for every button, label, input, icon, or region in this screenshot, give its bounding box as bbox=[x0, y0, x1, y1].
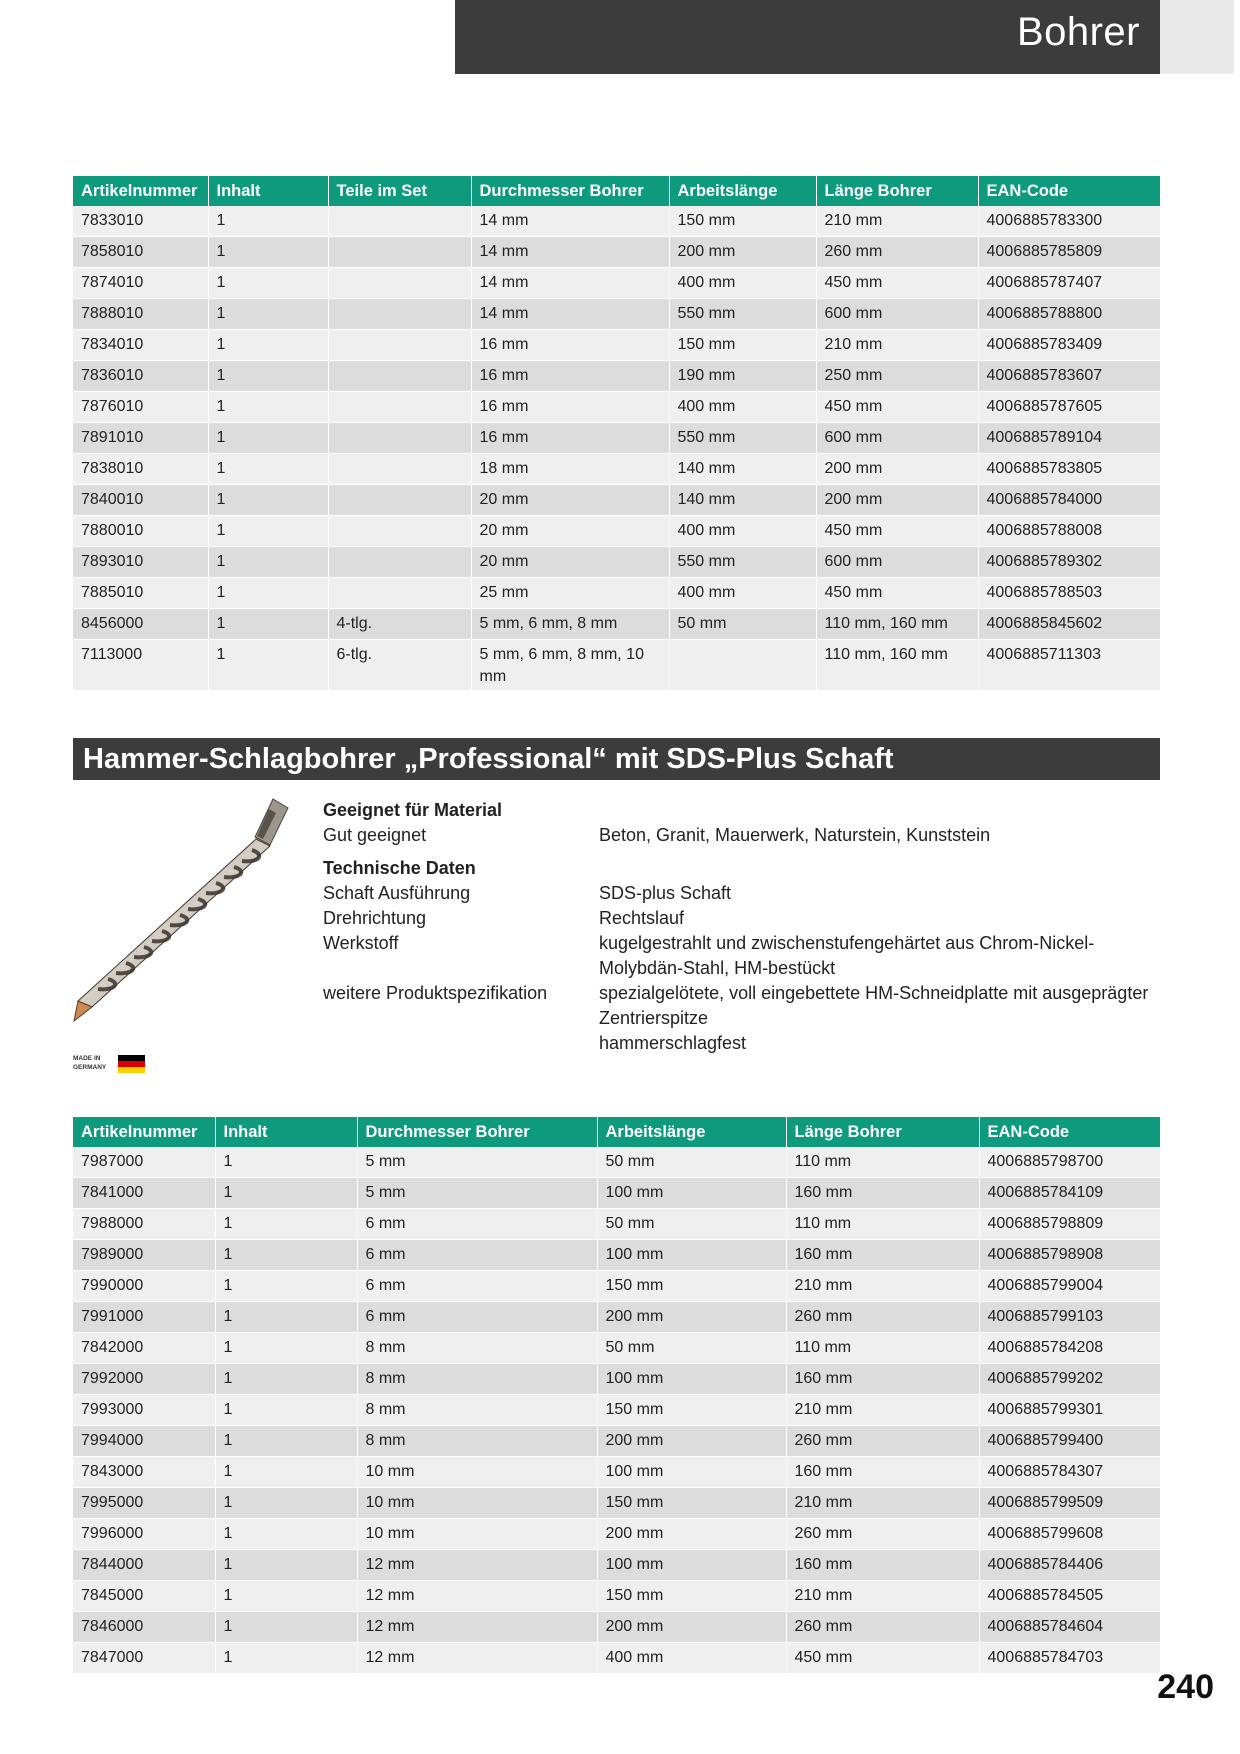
table-cell: 7994000 bbox=[73, 1426, 215, 1457]
table-row bbox=[73, 1178, 1160, 1209]
table-cell: 150 mm bbox=[597, 1395, 786, 1426]
table-cell: 4006885784505 bbox=[979, 1581, 1160, 1612]
table-cell: 450 mm bbox=[816, 268, 978, 299]
table-cell: 4006885788008 bbox=[978, 516, 1160, 547]
table-cell: 150 mm bbox=[669, 206, 816, 237]
table-cell: 1 bbox=[215, 1271, 357, 1302]
table-cell: 14 mm bbox=[471, 206, 669, 237]
table-cell: 260 mm bbox=[786, 1426, 979, 1457]
table-cell: 20 mm bbox=[471, 547, 669, 578]
column-header: Durchmesser Bohrer bbox=[357, 1117, 597, 1147]
tech-heading: Technische Daten bbox=[323, 858, 476, 878]
table-cell: 7845000 bbox=[73, 1581, 215, 1612]
table-cell bbox=[328, 454, 471, 485]
column-header: Teile im Set bbox=[328, 176, 471, 206]
spec-row bbox=[323, 906, 1163, 931]
table-row bbox=[73, 268, 1160, 299]
table-cell: 1 bbox=[208, 206, 328, 237]
table-row bbox=[73, 1147, 1160, 1178]
table-cell: 7836010 bbox=[73, 361, 208, 392]
spec-value-line: spezialgelötete, voll eingebettete HM-Schneidplatte mit ausgeprägter Zentrierspitze bbox=[599, 983, 1149, 1028]
spec-value bbox=[599, 981, 1163, 1056]
table-cell: 20 mm bbox=[471, 485, 669, 516]
table-cell: 7891010 bbox=[73, 423, 208, 454]
table-row bbox=[73, 1395, 1160, 1426]
table-cell: 4006885787407 bbox=[978, 268, 1160, 299]
table-cell: 1 bbox=[215, 1457, 357, 1488]
table-cell: 450 mm bbox=[816, 578, 978, 609]
table-cell: 4006885788800 bbox=[978, 299, 1160, 330]
table-cell: 1 bbox=[208, 578, 328, 609]
table-cell: 5 mm, 6 mm, 8 mm, 10 mm bbox=[471, 640, 669, 691]
table-cell: 100 mm bbox=[597, 1178, 786, 1209]
table-cell: 210 mm bbox=[786, 1395, 979, 1426]
table-row bbox=[73, 1612, 1160, 1643]
table-cell: 4006885788503 bbox=[978, 578, 1160, 609]
table-cell: 4006885784604 bbox=[979, 1612, 1160, 1643]
table-cell: 1 bbox=[208, 485, 328, 516]
table-cell: 5 mm bbox=[357, 1178, 597, 1209]
table-cell: 7880010 bbox=[73, 516, 208, 547]
table-cell bbox=[328, 547, 471, 578]
table-cell: 7885010 bbox=[73, 578, 208, 609]
table-cell: 8 mm bbox=[357, 1426, 597, 1457]
table-cell: 12 mm bbox=[357, 1643, 597, 1674]
table-cell: 4006885845602 bbox=[978, 609, 1160, 640]
table-cell: 160 mm bbox=[786, 1457, 979, 1488]
table-cell: 200 mm bbox=[816, 454, 978, 485]
table-cell: 140 mm bbox=[669, 485, 816, 516]
german-flag-icon bbox=[118, 1055, 145, 1073]
table-cell: 12 mm bbox=[357, 1612, 597, 1643]
table-cell: 16 mm bbox=[471, 361, 669, 392]
table-cell: 4006885783300 bbox=[978, 206, 1160, 237]
page-number: 240 bbox=[1157, 1668, 1214, 1706]
drill-bit-image bbox=[70, 795, 300, 1025]
table-cell: 1 bbox=[208, 516, 328, 547]
table-cell: 140 mm bbox=[669, 454, 816, 485]
table-cell: 1 bbox=[215, 1395, 357, 1426]
table-cell: 7834010 bbox=[73, 330, 208, 361]
table-row bbox=[73, 1271, 1160, 1302]
table-row bbox=[73, 609, 1160, 640]
table-cell: 8 mm bbox=[357, 1333, 597, 1364]
table-cell: 7842000 bbox=[73, 1333, 215, 1364]
table-cell: 4006885799509 bbox=[979, 1488, 1160, 1519]
table-row bbox=[73, 1240, 1160, 1271]
table-cell: 50 mm bbox=[669, 609, 816, 640]
table-cell: 200 mm bbox=[816, 485, 978, 516]
table-cell: 25 mm bbox=[471, 578, 669, 609]
table-row bbox=[73, 640, 1160, 691]
table-cell: 1 bbox=[208, 454, 328, 485]
table-cell: 110 mm bbox=[786, 1147, 979, 1178]
spec-value: kugelgestrahlt und zwischenstufengehärtet aus Chrom-Nickel-Molybdän-Stahl, HM-bestückt bbox=[599, 933, 1095, 978]
table-row bbox=[73, 516, 1160, 547]
table-row bbox=[73, 485, 1160, 516]
table-row bbox=[73, 1302, 1160, 1333]
table-cell: 200 mm bbox=[669, 237, 816, 268]
table-cell: 7833010 bbox=[73, 206, 208, 237]
table-cell: 210 mm bbox=[786, 1488, 979, 1519]
table-cell: 7991000 bbox=[73, 1302, 215, 1333]
column-header: Länge Bohrer bbox=[816, 176, 978, 206]
column-header: Inhalt bbox=[208, 176, 328, 206]
table-cell: 550 mm bbox=[669, 299, 816, 330]
table-row bbox=[73, 392, 1160, 423]
table-cell bbox=[328, 268, 471, 299]
table-row bbox=[73, 1364, 1160, 1395]
table-cell: 4006885711303 bbox=[978, 640, 1160, 691]
table-cell: 4006885783805 bbox=[978, 454, 1160, 485]
table-cell: 150 mm bbox=[597, 1488, 786, 1519]
table-cell: 7993000 bbox=[73, 1395, 215, 1426]
table-cell: 260 mm bbox=[816, 237, 978, 268]
table-row bbox=[73, 1333, 1160, 1364]
table-cell: 4006885799301 bbox=[979, 1395, 1160, 1426]
table-cell: 7990000 bbox=[73, 1271, 215, 1302]
table-header-row bbox=[73, 1117, 1160, 1147]
table-row bbox=[73, 1209, 1160, 1240]
table-cell: 7838010 bbox=[73, 454, 208, 485]
table-cell: 16 mm bbox=[471, 423, 669, 454]
table-row bbox=[73, 299, 1160, 330]
table-cell: 1 bbox=[208, 361, 328, 392]
table-cell: 200 mm bbox=[597, 1612, 786, 1643]
table-cell: 450 mm bbox=[816, 516, 978, 547]
table-row bbox=[73, 1457, 1160, 1488]
table-row bbox=[73, 423, 1160, 454]
table-row bbox=[73, 1426, 1160, 1457]
table-cell: 1 bbox=[215, 1302, 357, 1333]
table-cell: 20 mm bbox=[471, 516, 669, 547]
page-title: Bohrer bbox=[1016, 10, 1140, 54]
made-in-germany-badge bbox=[73, 1053, 147, 1075]
table-cell: 1 bbox=[208, 609, 328, 640]
table-cell: 10 mm bbox=[357, 1488, 597, 1519]
table-cell: 210 mm bbox=[816, 330, 978, 361]
spec-value: Beton, Granit, Mauerwerk, Naturstein, Kunststein bbox=[599, 825, 991, 845]
table-cell: 260 mm bbox=[786, 1302, 979, 1333]
table-header-row bbox=[73, 176, 1160, 206]
table-cell: 7846000 bbox=[73, 1612, 215, 1643]
table-cell bbox=[328, 578, 471, 609]
table-cell: 210 mm bbox=[816, 206, 978, 237]
table-row bbox=[73, 361, 1160, 392]
table-cell: 4006885785809 bbox=[978, 237, 1160, 268]
table-row bbox=[73, 1643, 1160, 1674]
table-cell: 400 mm bbox=[669, 392, 816, 423]
table-cell: 50 mm bbox=[597, 1209, 786, 1240]
table-cell: 100 mm bbox=[597, 1550, 786, 1581]
spec-row bbox=[323, 823, 1163, 848]
table-cell: 1 bbox=[215, 1550, 357, 1581]
spec-value: Rechtslauf bbox=[599, 908, 685, 928]
table-cell: 4006885798700 bbox=[979, 1147, 1160, 1178]
table-cell: 6 mm bbox=[357, 1302, 597, 1333]
table-cell: 400 mm bbox=[669, 578, 816, 609]
table-row bbox=[73, 1519, 1160, 1550]
column-header: Arbeitslänge bbox=[669, 176, 816, 206]
spec-label: weitere Produktspezifikation bbox=[323, 983, 548, 1003]
material-heading: Geeignet für Material bbox=[323, 800, 503, 820]
table-cell: 1 bbox=[208, 547, 328, 578]
table-cell: 7847000 bbox=[73, 1643, 215, 1674]
table-cell: 4006885799202 bbox=[979, 1364, 1160, 1395]
table-cell: 1 bbox=[215, 1426, 357, 1457]
table-cell: 150 mm bbox=[597, 1271, 786, 1302]
table-cell: 16 mm bbox=[471, 330, 669, 361]
header-bar bbox=[455, 0, 1160, 74]
table-cell: 12 mm bbox=[357, 1550, 597, 1581]
table-cell: 550 mm bbox=[669, 547, 816, 578]
table-cell bbox=[328, 392, 471, 423]
table-cell bbox=[328, 485, 471, 516]
table-cell: 1 bbox=[215, 1178, 357, 1209]
table-cell: 210 mm bbox=[786, 1581, 979, 1612]
table-cell: 100 mm bbox=[597, 1457, 786, 1488]
table-cell: 7840010 bbox=[73, 485, 208, 516]
table-cell: 1 bbox=[215, 1333, 357, 1364]
table-cell: 7844000 bbox=[73, 1550, 215, 1581]
spec-value: SDS-plus Schaft bbox=[599, 883, 732, 903]
table-cell: 600 mm bbox=[816, 423, 978, 454]
table-cell: 1 bbox=[208, 237, 328, 268]
spec-row bbox=[323, 931, 1163, 981]
table-cell bbox=[669, 640, 816, 691]
table-cell: 110 mm, 160 mm bbox=[816, 640, 978, 691]
table-cell: 250 mm bbox=[816, 361, 978, 392]
spec-row bbox=[323, 881, 1163, 906]
column-header: Arbeitslänge bbox=[597, 1117, 786, 1147]
column-header: EAN-Code bbox=[979, 1117, 1160, 1147]
table-cell: 4006885787605 bbox=[978, 392, 1160, 423]
table-cell: 600 mm bbox=[816, 547, 978, 578]
table-cell: 400 mm bbox=[597, 1643, 786, 1674]
table-cell: 4006885799608 bbox=[979, 1519, 1160, 1550]
table-cell: 1 bbox=[215, 1612, 357, 1643]
table-cell: 4006885789302 bbox=[978, 547, 1160, 578]
table-cell bbox=[328, 330, 471, 361]
table-cell: 1 bbox=[215, 1519, 357, 1550]
table-row bbox=[73, 330, 1160, 361]
table-cell: 160 mm bbox=[786, 1364, 979, 1395]
table-cell: 7874010 bbox=[73, 268, 208, 299]
table-cell: 550 mm bbox=[669, 423, 816, 454]
product-specs bbox=[323, 798, 1163, 1056]
table-cell: 160 mm bbox=[786, 1550, 979, 1581]
table-cell: 7876010 bbox=[73, 392, 208, 423]
header-tab bbox=[1160, 0, 1234, 74]
spec-row bbox=[323, 981, 1163, 1056]
spec-label: Schaft Ausführung bbox=[323, 883, 471, 903]
table-cell: 7996000 bbox=[73, 1519, 215, 1550]
table-cell: 5 mm, 6 mm, 8 mm bbox=[471, 609, 669, 640]
table-cell: 1 bbox=[208, 268, 328, 299]
table-cell: 1 bbox=[215, 1643, 357, 1674]
table-cell: 4006885799004 bbox=[979, 1271, 1160, 1302]
table-cell: 160 mm bbox=[786, 1178, 979, 1209]
table-cell: 400 mm bbox=[669, 268, 816, 299]
table-cell bbox=[328, 361, 471, 392]
table-cell: 7893010 bbox=[73, 547, 208, 578]
table-cell: 4006885784406 bbox=[979, 1550, 1160, 1581]
table-cell: 190 mm bbox=[669, 361, 816, 392]
table-row bbox=[73, 578, 1160, 609]
table-cell: 12 mm bbox=[357, 1581, 597, 1612]
table-cell: 110 mm, 160 mm bbox=[816, 609, 978, 640]
table-cell: 7989000 bbox=[73, 1240, 215, 1271]
table-cell: 4-tlg. bbox=[328, 609, 471, 640]
table-cell: 4006885784307 bbox=[979, 1457, 1160, 1488]
table-row bbox=[73, 1550, 1160, 1581]
table-cell: 14 mm bbox=[471, 299, 669, 330]
table-row bbox=[73, 206, 1160, 237]
table-cell bbox=[328, 206, 471, 237]
table-cell: 7995000 bbox=[73, 1488, 215, 1519]
table-cell: 7841000 bbox=[73, 1178, 215, 1209]
table-cell: 4006885799103 bbox=[979, 1302, 1160, 1333]
table-cell: 14 mm bbox=[471, 268, 669, 299]
table-cell: 4006885783607 bbox=[978, 361, 1160, 392]
table-row bbox=[73, 237, 1160, 268]
table-cell: 160 mm bbox=[786, 1240, 979, 1271]
table-cell: 1 bbox=[215, 1209, 357, 1240]
table-cell: 6 mm bbox=[357, 1240, 597, 1271]
table-cell: 4006885784000 bbox=[978, 485, 1160, 516]
spec-label: Drehrichtung bbox=[323, 908, 427, 928]
table-cell bbox=[328, 299, 471, 330]
table-cell: 200 mm bbox=[597, 1426, 786, 1457]
table-cell: 1 bbox=[208, 423, 328, 454]
table-cell: 4006885784109 bbox=[979, 1178, 1160, 1209]
table-cell: 260 mm bbox=[786, 1519, 979, 1550]
table-cell: 1 bbox=[208, 330, 328, 361]
table-row bbox=[73, 1581, 1160, 1612]
section-title: Hammer-Schlagbohrer „Professional“ mit SDS-Plus Schaft bbox=[73, 738, 1160, 780]
table-cell: 7113000 bbox=[73, 640, 208, 691]
table-cell: 4006885784208 bbox=[979, 1333, 1160, 1364]
spec-value-line: hammerschlagfest bbox=[599, 1033, 747, 1053]
table-cell: 4006885798908 bbox=[979, 1240, 1160, 1271]
table-cell: 1 bbox=[215, 1147, 357, 1178]
table-cell: 450 mm bbox=[816, 392, 978, 423]
table-row bbox=[73, 547, 1160, 578]
table-cell: 110 mm bbox=[786, 1209, 979, 1240]
table-cell: 4006885784703 bbox=[979, 1643, 1160, 1674]
table-cell: 7987000 bbox=[73, 1147, 215, 1178]
table-cell: 16 mm bbox=[471, 392, 669, 423]
table-cell: 7988000 bbox=[73, 1209, 215, 1240]
table-cell: 100 mm bbox=[597, 1240, 786, 1271]
product-table-2 bbox=[73, 1117, 1160, 1674]
table-cell: 400 mm bbox=[669, 516, 816, 547]
table-cell: 210 mm bbox=[786, 1271, 979, 1302]
table-cell: 150 mm bbox=[597, 1581, 786, 1612]
spec-label: Gut geeignet bbox=[323, 825, 427, 845]
table-cell: 1 bbox=[208, 299, 328, 330]
column-header: Artikelnummer bbox=[73, 176, 208, 206]
made-in-label: MADE IN GERMANY bbox=[73, 1055, 107, 1071]
table-cell: 110 mm bbox=[786, 1333, 979, 1364]
table-cell: 1 bbox=[215, 1581, 357, 1612]
table-cell: 600 mm bbox=[816, 299, 978, 330]
table-cell: 150 mm bbox=[669, 330, 816, 361]
table-cell: 8 mm bbox=[357, 1364, 597, 1395]
table-cell: 4006885783409 bbox=[978, 330, 1160, 361]
table-cell: 200 mm bbox=[597, 1302, 786, 1333]
product-table-1 bbox=[73, 176, 1160, 691]
table-cell: 200 mm bbox=[597, 1519, 786, 1550]
table-cell: 4006885798809 bbox=[979, 1209, 1160, 1240]
column-header: Inhalt bbox=[215, 1117, 357, 1147]
table-cell: 10 mm bbox=[357, 1457, 597, 1488]
table-cell: 1 bbox=[215, 1364, 357, 1395]
table-cell: 1 bbox=[208, 640, 328, 691]
column-header: Artikelnummer bbox=[73, 1117, 215, 1147]
table-cell: 7992000 bbox=[73, 1364, 215, 1395]
table-cell: 450 mm bbox=[786, 1643, 979, 1674]
table-cell: 7843000 bbox=[73, 1457, 215, 1488]
table-cell: 7858010 bbox=[73, 237, 208, 268]
table-cell: 7888010 bbox=[73, 299, 208, 330]
table-cell: 1 bbox=[215, 1488, 357, 1519]
table-row bbox=[73, 454, 1160, 485]
table-cell bbox=[328, 423, 471, 454]
table-cell: 6 mm bbox=[357, 1209, 597, 1240]
table-row bbox=[73, 1488, 1160, 1519]
table-cell: 4006885799400 bbox=[979, 1426, 1160, 1457]
table-cell: 8 mm bbox=[357, 1395, 597, 1426]
table-cell: 4006885789104 bbox=[978, 423, 1160, 454]
column-header: Länge Bohrer bbox=[786, 1117, 979, 1147]
table-cell: 50 mm bbox=[597, 1147, 786, 1178]
table-cell: 1 bbox=[215, 1240, 357, 1271]
table-cell: 5 mm bbox=[357, 1147, 597, 1178]
table-cell: 6 mm bbox=[357, 1271, 597, 1302]
table-cell: 8456000 bbox=[73, 609, 208, 640]
table-cell: 1 bbox=[208, 392, 328, 423]
spec-label: Werkstoff bbox=[323, 933, 399, 953]
table-cell: 100 mm bbox=[597, 1364, 786, 1395]
table-cell: 10 mm bbox=[357, 1519, 597, 1550]
column-header: Durchmesser Bohrer bbox=[471, 176, 669, 206]
table-cell: 260 mm bbox=[786, 1612, 979, 1643]
table-cell bbox=[328, 516, 471, 547]
table-cell: 18 mm bbox=[471, 454, 669, 485]
table-cell: 50 mm bbox=[597, 1333, 786, 1364]
table-cell: 6-tlg. bbox=[328, 640, 471, 691]
table-cell bbox=[328, 237, 471, 268]
column-header: EAN-Code bbox=[978, 176, 1160, 206]
table-cell: 14 mm bbox=[471, 237, 669, 268]
